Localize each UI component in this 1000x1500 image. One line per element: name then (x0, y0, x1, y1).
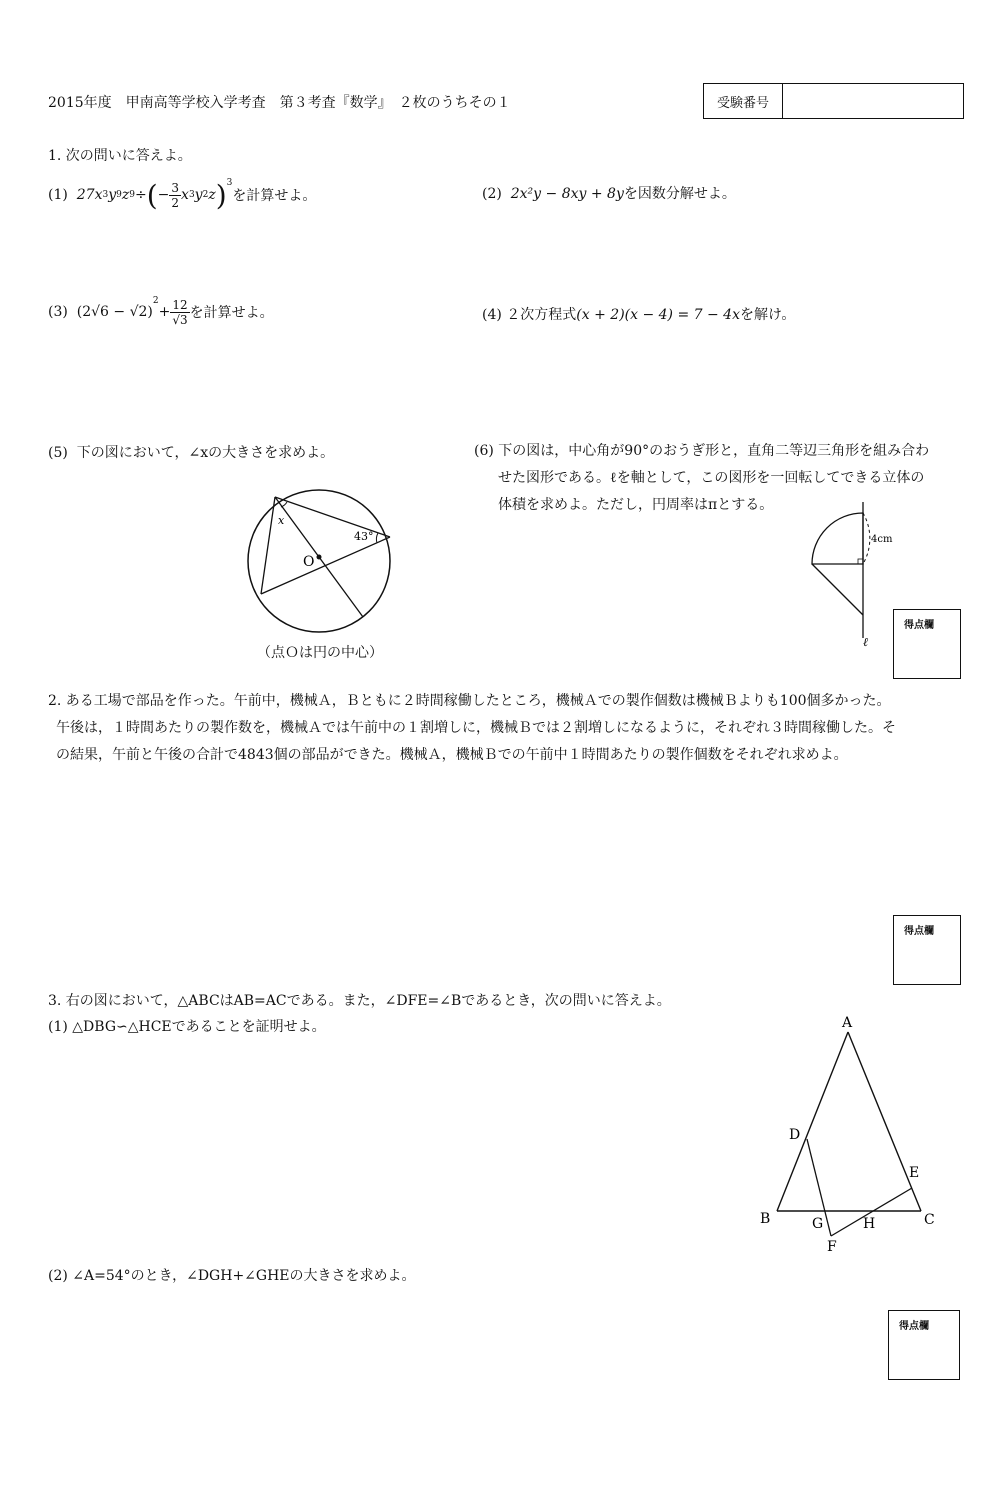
quarter-sector (812, 513, 863, 564)
q1-p3-num: (3) (48, 304, 68, 320)
label-a: A (842, 1015, 853, 1031)
center-point (317, 555, 322, 560)
q1-p4-lead: ２次方程式 (506, 307, 577, 323)
side-ab (777, 1032, 848, 1211)
label-d: D (789, 1127, 801, 1143)
exam-number-field[interactable] (783, 84, 963, 118)
q1-p3-exp: 2 (152, 296, 159, 306)
label-c: C (924, 1212, 935, 1228)
q1-p1-tail: を計算せよ。 (232, 188, 317, 204)
label-e: E (909, 1165, 920, 1181)
center-label: O (303, 554, 315, 570)
label-f: F (827, 1239, 837, 1255)
q3-intro: 3. 右の図において，△ABCはAB=ACである。また，∠DFE=∠Bであるとき，次の問いに答えよ。 (48, 993, 671, 1009)
score-box-q1-label: 得点欄 (904, 620, 934, 631)
circle-outline (248, 490, 390, 632)
q1-p6-num: (6) (474, 443, 494, 459)
q1-p1-frac-num: 3 (171, 180, 180, 195)
angle-x-arc (281, 502, 287, 507)
q1-p2-expr: 2x²y − 8xy + 8y (510, 186, 624, 202)
q1-p3-frac-den: √3 (172, 312, 188, 327)
q1-p1-lparen: ( (146, 178, 158, 212)
score-box-q3-label: 得点欄 (899, 1321, 929, 1332)
q2-line1: 2. ある工場で部品を作った。午前中，機械Ａ，Ｂともに２時間稼働したところ，機械Ａでの製作個数は機械Ｂよりも100個多かった。 (48, 693, 891, 709)
q1-p2-tail: を因数分解せよ。 (623, 186, 736, 202)
angle-x-label: x (278, 514, 285, 527)
score-box-q2-label: 得点欄 (904, 926, 934, 937)
q1-p6-line3: 体積を求めよ。ただし，円周率はπとする。 (498, 497, 774, 513)
q1-p1-term-b: y (108, 187, 117, 203)
q1-p6-line2: せた図形である。ℓを軸として，この図形を一回転してできる立体の (498, 470, 925, 486)
q1-p1-term-e: y (194, 187, 203, 203)
sector-reflection (863, 513, 870, 564)
q1-p5-text: 下の図において，∠xの大きさを求めよ。 (76, 445, 335, 461)
label-b: B (760, 1211, 771, 1227)
q1-p1-exp-b: 9 (116, 190, 122, 200)
label-g: G (812, 1216, 824, 1232)
circle-figure (240, 480, 410, 640)
q1-p1-exp-a: 3 (102, 190, 109, 200)
right-angle-mark (858, 559, 863, 564)
q1-p1-term-c: z (121, 187, 130, 203)
q1-p2 (482, 183, 736, 203)
score-box-q3[interactable] (888, 1310, 960, 1380)
q1-p4-tail: を解け。 (739, 307, 796, 323)
header-title: 2015年度 甲南高等学校入学考査 第３考査『数学』 ２枚のうちその１ (48, 95, 511, 111)
angle-43-label: 43° (354, 530, 374, 543)
q1-p4 (482, 304, 795, 324)
q1-p2-num: (2) (482, 186, 502, 202)
circle-caption: （点Ｏは円の中心） (257, 645, 383, 661)
q1-p3-tail: を計算せよ。 (189, 305, 274, 321)
q1-p5-num: (5) (48, 445, 68, 461)
angle-43-arc (376, 533, 378, 543)
q1-p1-neg: − (157, 187, 170, 203)
q1-p3-plus: + (158, 304, 171, 320)
q1-p1-exp-e: 2 (202, 190, 209, 200)
q1-p4-expr: (x + 2)(x − 4) = 7 − 4x (576, 307, 740, 323)
q1-p3-expr-a: (2√6 − √2) (76, 304, 153, 320)
triangle-hypotenuse (812, 564, 863, 615)
q1-intro: 1. 次の問いに答えよ。 (48, 148, 192, 164)
q1-p3-frac (170, 298, 189, 327)
q1-p1 (48, 172, 316, 218)
score-box-q1[interactable] (893, 609, 961, 679)
exam-number-label: 受験番号 (704, 84, 783, 118)
q1-p1-term-a: 27x (76, 187, 103, 203)
q1-p4-num: (4) (482, 307, 502, 323)
length-label: 4cm (871, 534, 893, 545)
q1-p1-term-f: z (208, 187, 216, 203)
q1-p1-exp-c: 9 (129, 190, 135, 200)
q1-p1-num: (1) (48, 187, 68, 203)
q1-p3-frac-num: 12 (172, 297, 188, 312)
axis-label: ℓ (863, 635, 868, 649)
q3-p2: (2) ∠A=54°のとき，∠DGH+∠GHEの大きさを求めよ。 (48, 1268, 416, 1284)
q2-line3: の結果，午前と午後の合計で4843個の部品ができた。機械Ａ，機械Ｂでの午前中１時間あたりの製作個数をそれぞれ求めよ。 (56, 747, 848, 763)
q1-p1-outer-exp: 3 (226, 178, 233, 188)
q1-p1-term-d: x (181, 187, 189, 203)
label-h: H (863, 1216, 876, 1232)
exam-number-box (703, 83, 964, 119)
score-box-q2[interactable] (893, 915, 961, 985)
q1-p1-frac-den: 2 (171, 195, 180, 210)
q1-p1-exp-d: 3 (188, 190, 195, 200)
q1-p3 (48, 292, 274, 332)
side-ac (848, 1032, 921, 1211)
q1-p1-rparen: ) (215, 178, 227, 212)
q1-p6-line1: 下の図は，中心角が90°のおうぎ形と，直角二等辺三角形を組み合わ (498, 443, 930, 459)
q1-p1-frac (169, 181, 181, 210)
q1-p5 (48, 442, 334, 462)
triangle-figure (755, 1010, 945, 1260)
q2-text (48, 688, 896, 769)
q2-line2: 午後は，１時間あたりの製作数を，機械Ａでは午前中の１割増しに，機械Ｂでは２割増しになるように，それぞれ３時間稼働した。そ (56, 720, 896, 736)
q1-p1-div: ÷ (134, 187, 147, 203)
q3-p1: (1) △DBG∽△HCEであることを証明せよ。 (48, 1019, 326, 1035)
